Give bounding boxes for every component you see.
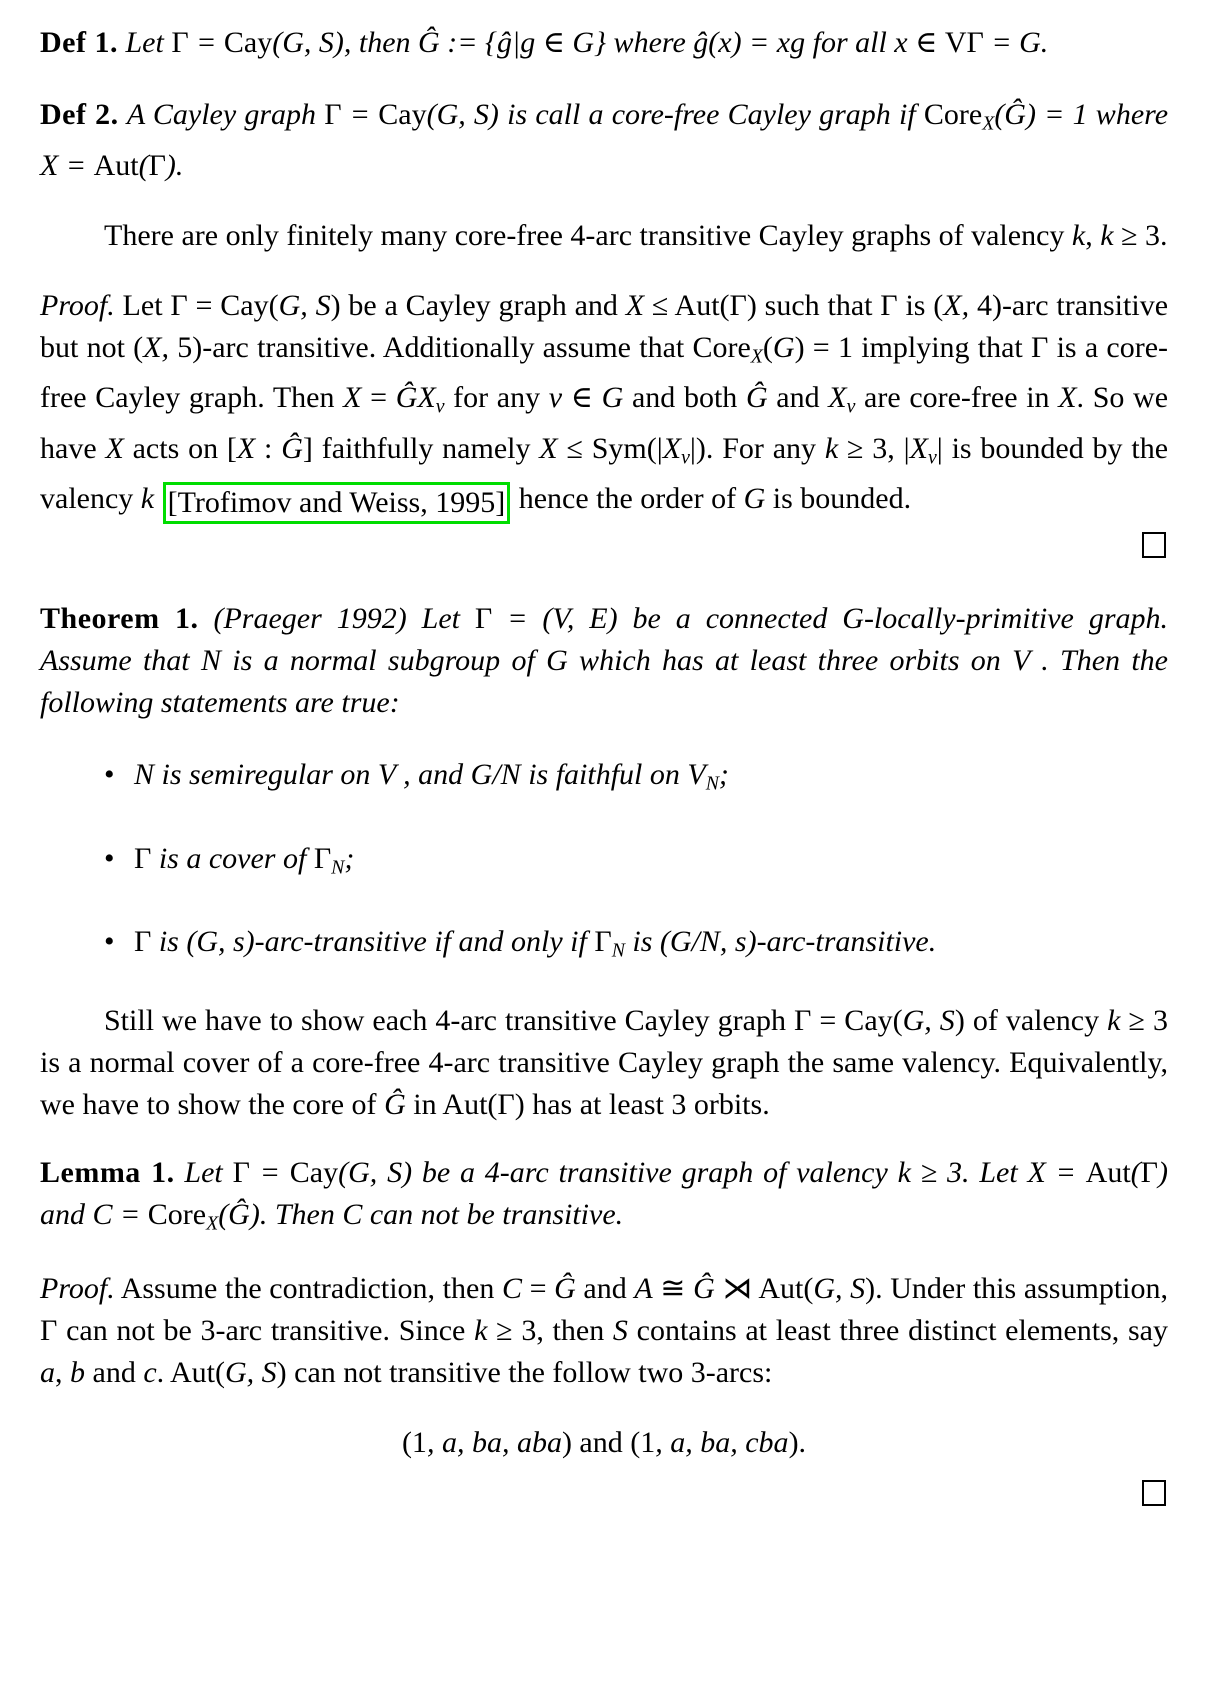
text-run: ĜX bbox=[395, 381, 436, 415]
text-run: Still we have to show each 4-arc transitive Cayley graph Γ = Cay( bbox=[104, 1003, 903, 1037]
theorem-bullet-list bbox=[40, 754, 1168, 972]
text-run: Γ bbox=[594, 925, 612, 959]
text-run: ). bbox=[165, 148, 184, 182]
text-run: ≥ 3, then bbox=[487, 1314, 613, 1348]
proof-1-paragraph bbox=[40, 285, 1168, 525]
text-run: There are only finitely many core-free 4-arc transitive Cayley graphs of valency bbox=[104, 218, 1072, 252]
text-run: ). bbox=[788, 1426, 807, 1460]
text-run: = G. bbox=[983, 26, 1049, 59]
text-run: ) can not transitive the follow two 3-arcs: bbox=[276, 1356, 773, 1390]
text-run: N is semiregular on V , and G/N is faithful on V bbox=[134, 758, 706, 792]
text-run: N bbox=[331, 856, 345, 879]
text-run: k bbox=[1107, 1003, 1121, 1037]
theorem-bullet-1-text bbox=[134, 754, 1168, 805]
text-run: ( bbox=[762, 330, 773, 364]
text-run: X bbox=[662, 431, 682, 465]
text-run: X bbox=[236, 431, 256, 465]
normal-cover-paragraph bbox=[40, 1000, 1168, 1126]
text-run: ; bbox=[344, 841, 355, 875]
text-run: Let bbox=[174, 1155, 233, 1189]
text-run: ) of valency bbox=[954, 1003, 1108, 1037]
text-run: = bbox=[361, 381, 396, 415]
text-run: X bbox=[343, 381, 362, 415]
text-run: Γ bbox=[232, 1155, 250, 1189]
claim-paragraph bbox=[40, 215, 1168, 257]
text-run: G bbox=[601, 381, 624, 415]
text-run: k bbox=[1100, 218, 1114, 252]
text-run: is a cover of bbox=[151, 841, 314, 875]
text-run: X bbox=[982, 112, 995, 135]
text-run: (1 bbox=[401, 1426, 427, 1460]
text-run: and bbox=[767, 381, 829, 415]
text-run: Cay bbox=[378, 98, 427, 131]
text-run: ⋊ Aut( bbox=[714, 1272, 814, 1306]
qed-line-1 bbox=[40, 528, 1166, 558]
text-run: , a, ba, cba bbox=[655, 1426, 789, 1460]
text-run: = bbox=[521, 1272, 555, 1306]
text-run: G, S bbox=[902, 1003, 955, 1037]
text-run: . So we have bbox=[40, 381, 1169, 465]
text-run: ≤ Sym(| bbox=[557, 431, 663, 465]
text-run: is bounded. bbox=[765, 482, 912, 516]
def-2-paragraph bbox=[40, 94, 1168, 187]
text-run: . Aut( bbox=[156, 1356, 225, 1390]
text-run: ≥ 3. bbox=[1113, 218, 1168, 252]
text-run: X, bbox=[943, 288, 970, 322]
text-run: are core-free in bbox=[855, 381, 1059, 415]
proof-2-paragraph bbox=[40, 1268, 1168, 1394]
text-run: Core bbox=[147, 1197, 207, 1231]
text-run: k bbox=[140, 482, 155, 516]
display-equation bbox=[40, 1422, 1168, 1464]
text-run: Ĝ bbox=[281, 431, 303, 465]
text-run: ≥ 3 is a normal cover of a core-free 4-arc transitive Cayley graph the same valency. Equivalently, we have to show the core of bbox=[40, 1003, 1168, 1121]
text-run: in Aut(Γ) has at least 3 orbits. bbox=[405, 1087, 770, 1121]
text-run: (G, S), then Ĝ := {ĝ|g ∈ G} where ĝ(x) = xg for all x ∈ bbox=[272, 26, 945, 59]
text-run: Ĝ bbox=[693, 1272, 715, 1306]
text-run: and bbox=[575, 1272, 635, 1306]
text-run: Γ bbox=[148, 148, 166, 182]
text-run: k bbox=[824, 431, 839, 465]
text-run: S bbox=[612, 1314, 628, 1348]
text-run: Aut bbox=[93, 148, 139, 182]
text-run: Γ bbox=[134, 925, 152, 959]
text-run: ( bbox=[138, 148, 149, 182]
theorem-bullet-2 bbox=[40, 838, 1168, 889]
text-run: Let Γ = Cay( bbox=[114, 288, 279, 322]
text-run: Γ bbox=[324, 98, 342, 131]
text-run: , bbox=[55, 1356, 70, 1390]
text-run: (G, S) is call a core-free Cayley graph if bbox=[426, 98, 924, 131]
theorem-bullet-1 bbox=[40, 754, 1168, 805]
text-run: (Ĝ) = 1 where X = bbox=[40, 98, 1169, 182]
text-run: v bbox=[846, 395, 856, 418]
text-run: G, S bbox=[225, 1356, 277, 1390]
theorem-bullet-2-text bbox=[134, 838, 1168, 889]
lemma-1-paragraph bbox=[40, 1152, 1168, 1245]
text-run: ∈ bbox=[562, 381, 602, 415]
text-run: is (G/N, s)-arc-transitive. bbox=[624, 925, 937, 959]
bullet-icon: • bbox=[104, 758, 115, 792]
text-run: Ĝ bbox=[554, 1272, 576, 1306]
text-run: Assume the contradiction, then bbox=[114, 1272, 502, 1306]
text-run: and both bbox=[623, 381, 746, 415]
text-run: G, S bbox=[278, 288, 331, 322]
qed-box-1 bbox=[1142, 532, 1166, 558]
text-run: G bbox=[772, 330, 795, 364]
text-run: X bbox=[828, 381, 847, 415]
text-run: Let bbox=[125, 26, 172, 59]
text-run: 5)-arc transitive. Additionally assume that Core bbox=[168, 330, 751, 364]
text-run: a bbox=[40, 1356, 55, 1390]
text-run: ≤ Aut(Γ) such that Γ is ( bbox=[644, 288, 944, 322]
bullet-icon: • bbox=[104, 841, 115, 875]
text-run: and bbox=[85, 1356, 144, 1390]
text-run: v bbox=[435, 395, 445, 418]
text-run: ≅ bbox=[652, 1272, 694, 1306]
text-run: Γ bbox=[313, 841, 332, 875]
text-run: A Cayley graph bbox=[126, 98, 325, 131]
text-run: is (G, s)-arc-transitive if and only if bbox=[151, 925, 595, 959]
text-run: v bbox=[548, 381, 563, 415]
text-run: ≥ 3, | bbox=[838, 431, 910, 465]
theorem-1-paragraph bbox=[40, 598, 1168, 724]
text-run bbox=[119, 98, 127, 131]
text-run: Γ bbox=[171, 26, 189, 59]
text-run: (G, S) be a 4-arc transitive graph of valency k ≥ 3. Let X = bbox=[338, 1155, 1086, 1189]
text-run bbox=[154, 482, 162, 515]
text-run: Def 1. bbox=[40, 26, 118, 59]
text-run: 4)-arc transitive but not ( bbox=[40, 288, 1169, 364]
text-run: c bbox=[143, 1356, 157, 1390]
text-run: N bbox=[611, 939, 625, 962]
text-run: hence the order of bbox=[511, 482, 744, 516]
text-run: A bbox=[634, 1272, 653, 1306]
text-run: ) and C = bbox=[40, 1155, 1168, 1231]
text-run: Γ bbox=[1140, 1155, 1158, 1189]
text-run: VΓ bbox=[944, 26, 984, 59]
text-run: acts on [ bbox=[123, 431, 237, 465]
text-run: |). For any bbox=[689, 431, 825, 465]
text-run: Cay bbox=[289, 1155, 339, 1189]
text-run: Γ bbox=[134, 841, 152, 875]
text-run: , bbox=[1085, 218, 1101, 252]
text-run: = (V, E) be a connected G-locally-primitive graph. Assume that N is a normal subgroup of G which has at least three orbits on V . Then the following statements are true: bbox=[40, 602, 1168, 720]
text-run: ) be a Cayley graph and bbox=[330, 288, 626, 322]
text-run: Theorem 1. bbox=[40, 602, 199, 636]
theorem-bullet-3-text bbox=[134, 921, 1168, 972]
bullet-icon: • bbox=[104, 925, 115, 959]
text-run: v bbox=[927, 446, 937, 469]
text-run: k bbox=[1071, 218, 1086, 252]
theorem-bullet-3 bbox=[40, 921, 1168, 972]
text-run: X bbox=[206, 1212, 219, 1235]
text-run: = bbox=[341, 98, 379, 131]
qed-box-2 bbox=[1142, 1480, 1166, 1506]
text-run: ] faithfully namely bbox=[302, 431, 540, 465]
text-run: b bbox=[70, 1356, 85, 1390]
text-run: v bbox=[681, 446, 690, 469]
text-run: ; bbox=[718, 758, 729, 792]
text-run: Cay bbox=[223, 26, 273, 59]
text-run: = bbox=[188, 26, 224, 59]
text-run: X bbox=[625, 288, 645, 322]
text-run: ) and (1 bbox=[561, 1426, 656, 1460]
text-run: Aut bbox=[1085, 1155, 1131, 1189]
qed-line-2 bbox=[40, 1476, 1166, 1506]
text-run: X bbox=[750, 345, 763, 368]
text-run: ) = 1 implying that Γ is a core-free Cayley graph. Then bbox=[40, 330, 1169, 415]
text-run: (Ĝ). Then C can not be transitive. bbox=[218, 1197, 624, 1231]
text-run: X bbox=[105, 431, 124, 465]
text-run: Ĝ bbox=[745, 381, 768, 415]
text-run: Ĝ bbox=[384, 1087, 406, 1121]
text-run: C bbox=[501, 1272, 522, 1306]
text-run: contains at least three distinct elements, say bbox=[627, 1314, 1168, 1348]
text-run: G bbox=[743, 482, 766, 516]
citation-link[interactable]: [Trofimov and Weiss, 1995] bbox=[163, 482, 511, 524]
text-run: X bbox=[539, 431, 558, 465]
text-run: X bbox=[1058, 381, 1077, 415]
def-1-paragraph bbox=[40, 22, 1168, 64]
text-run: k bbox=[474, 1314, 488, 1348]
text-run: X bbox=[909, 431, 928, 465]
text-run: = bbox=[249, 1155, 290, 1189]
text-run: ). Under this assumption, Γ can not be 3-arc transitive. Since bbox=[40, 1272, 1168, 1348]
text-run: X, bbox=[143, 330, 169, 364]
text-run: , a, ba, aba bbox=[426, 1426, 562, 1460]
text-run: Core bbox=[923, 98, 983, 131]
text-run: | is bounded by the valency bbox=[40, 431, 1169, 516]
text-run: G, S bbox=[813, 1272, 866, 1306]
text-run: Lemma 1. bbox=[40, 1155, 175, 1189]
text-run: for any bbox=[444, 381, 549, 415]
text-run: ( bbox=[1130, 1155, 1141, 1189]
text-run: (Praeger 1992) Let bbox=[198, 602, 475, 636]
text-run: Def 2. bbox=[40, 98, 119, 131]
text-run: Γ bbox=[474, 602, 493, 636]
text-run: Proof. bbox=[40, 288, 115, 322]
text-run: N bbox=[705, 772, 719, 795]
text-run: Proof. bbox=[40, 1272, 115, 1306]
text-run: : bbox=[255, 431, 282, 465]
